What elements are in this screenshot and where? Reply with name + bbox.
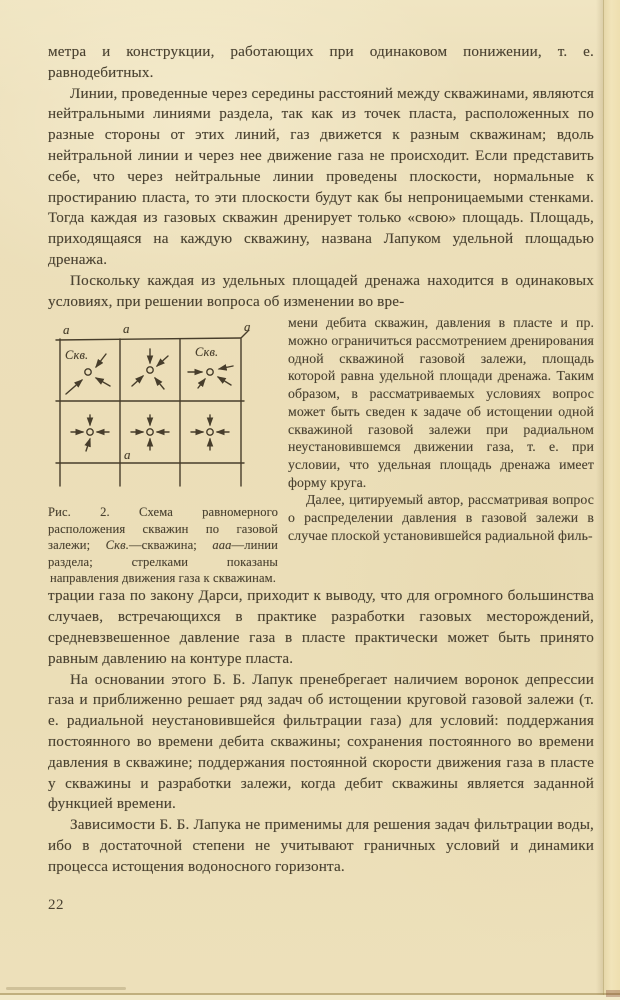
paragraph-lapuk-solutions: На основании этого Б. Б. Лапук пренебрегает наличием воронок депрессии газа и приближенно решает ряд задач об истощении круговой газовой залежи (т. е. радиальной неустановившейся фильтрации газа) для условий: поддержания постоянного во времени дебита скважины; сохранения постоянного во времени давления в скважине; поддержания постоянной скорости движения газа в пласте у скважины и разработки залежи, когда дебит скважины является заданной функцией времени. xyxy=(48,670,594,813)
division-line-label-a: a xyxy=(63,322,70,338)
well-label: Скв. xyxy=(65,348,89,363)
figure-and-wrapped-text xyxy=(48,314,594,586)
caption-text: Рис. 2. Схема равномерного расположения скважин по газовой залежи; xyxy=(48,505,278,553)
paragraph-drainage-continued: мени дебита скважин, давления в пласте и пр. можно ограничиться рассмотрением дренирования одной скважиной газовой залежи, площадь которой равна удельной площади дренажа. Таким образом, в рассматриваемых условиях вопрос может быть сведен к задаче об истощении одной скважиной газовой залежи при радиальном неустановившемся движении газа, т. е. при условии, что удельная площадь дренажа имеет форму круга. xyxy=(288,315,594,490)
scan-smudge xyxy=(6,987,126,990)
figure-2 xyxy=(48,322,278,586)
figure-caption xyxy=(48,504,278,586)
caption-text: —скважина; xyxy=(128,538,213,553)
page-edge-right xyxy=(603,0,620,1000)
caption-text: —линии раздела; стрелками показаны направления движения газа к скважинам. xyxy=(48,538,278,585)
paragraph-lapuk-limitations: Зависимости Б. Б. Лапука не применимы для решения задач фильтрации воды, ибо в достаточной степени не учитывают граничных условий и динамики процесса истощения водоносного горизонта. xyxy=(48,816,594,875)
scan-mark xyxy=(606,990,620,997)
well-grid-diagram xyxy=(52,322,252,492)
well-label: Скв. xyxy=(195,345,219,360)
text-beside-figure xyxy=(288,314,594,544)
division-line-label-a: a xyxy=(244,322,251,335)
page-edge-bottom xyxy=(0,995,620,1000)
paragraph-darcy-conclusion: трации газа по закону Дарси, приходит к выводу, что для огромного большинства случаев, встречающихся в практике разработки газовых месторождений, средневзвешенное давление газа в пласте практически может быть принято равным давлению на контуре пласта. xyxy=(48,587,594,667)
caption-lines-abbr: ааа xyxy=(212,538,232,553)
paragraph-drainage-intro: Поскольку каждая из удельных площадей дренажа находится в одинаковых условиях, при решении вопроса об изменении во вре- xyxy=(48,271,594,310)
paragraph-continuation: метра и конструкции, работающих при одинаковом понижении, т. е. равнодебитных. xyxy=(48,43,594,81)
page-edge-crease xyxy=(596,0,603,1000)
page-number: 22 xyxy=(48,897,64,913)
division-line-label-a: a xyxy=(123,322,130,337)
paragraph-pressure-distribution: Далее, цитируемый автор, рассматривая вопрос о распределении давления в газовой залежи в случае плоской установившейся радиальной филь- xyxy=(288,492,594,543)
division-line-label-a: a xyxy=(124,447,131,463)
caption-well-abbr: Скв. xyxy=(105,538,129,553)
paragraph-neutral-lines: Линии, проведенные через середины расстояний между скважинами, являются нейтральными линиями раздела, так как из точек пласта, расположенных по разные стороны от этих линий, газ движется к разным скважинам; вдоль нейтральной линии и через нее движение газа не происходит. Если представить себе, что через нейтральные линии проведены плоскости, нормальные к простиранию пласта, то эти плоскости будут как бы непроницаемыми стенками. Тогда каждая из газовых скважин дренирует только «свою» площадь. Площадь, приходящаяся на каждую скважину, названа Лапуком удельной площадью дренажа. xyxy=(48,84,594,268)
page-text-column xyxy=(48,42,594,878)
